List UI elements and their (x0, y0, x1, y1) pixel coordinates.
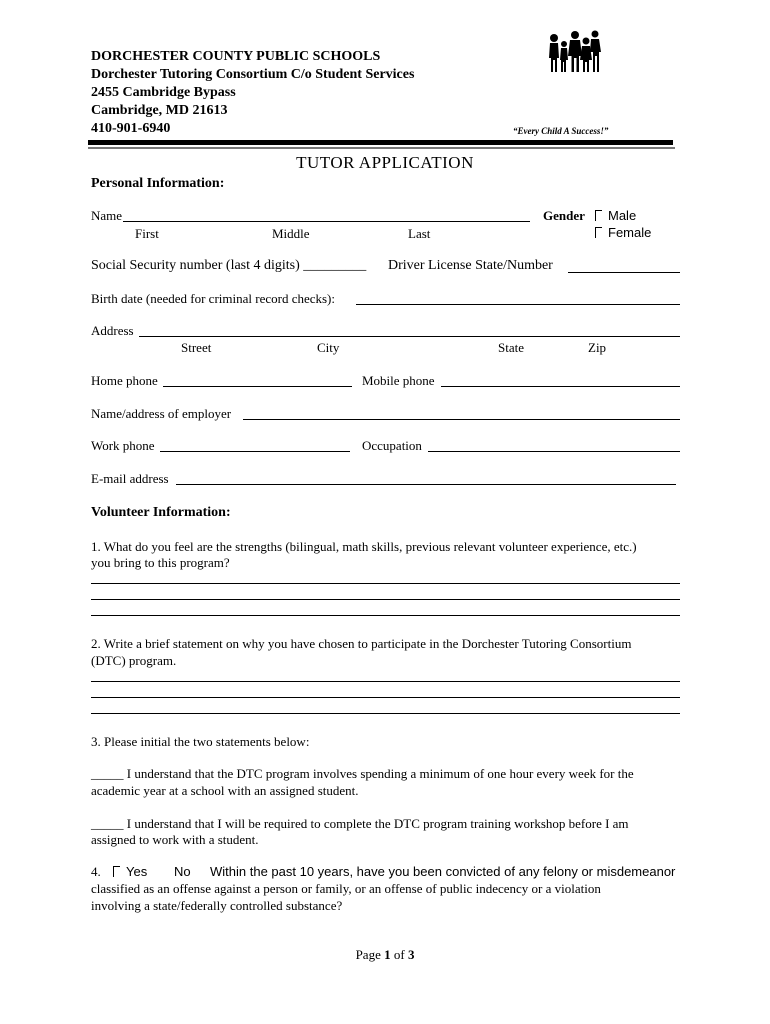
question-4-number: 4. (91, 864, 101, 879)
answer-1-line[interactable] (91, 615, 680, 616)
occupation-field[interactable] (428, 451, 680, 452)
question-3: 3. Please initial the two statements below: (91, 734, 310, 749)
birth-date-field[interactable] (356, 304, 680, 305)
answer-1-line[interactable] (91, 583, 680, 584)
q4-yes-option[interactable] (113, 864, 147, 879)
address-zip-caption: Zip (588, 340, 607, 355)
home-phone-field[interactable] (163, 386, 352, 387)
street-address: 2455 Cambridge Bypass (91, 85, 236, 100)
volunteer-heading: Volunteer Information: (91, 505, 231, 520)
employer-field[interactable] (243, 419, 680, 420)
statement-2[interactable]: _____ I understand that I will be required to complete the DTC program training workshop before I am (91, 816, 629, 831)
gender-male-label: Male (608, 208, 637, 223)
address-state-caption: State (498, 340, 524, 355)
answer-2-line[interactable] (91, 713, 680, 714)
phone-number: 410-901-6940 (91, 121, 171, 136)
office-name: Dorchester Tutoring Consortium C/o Student Services (91, 67, 415, 82)
of-word: of (393, 947, 405, 962)
q4-yes-label: Yes (126, 864, 148, 879)
question-1-cont: you bring to this program? (91, 555, 230, 570)
male-checkbox[interactable] (595, 210, 602, 221)
statement-2-cont: assigned to work with a student. (91, 832, 259, 847)
ssn-label: Social Security number (last 4 digits) _________ (91, 258, 367, 273)
page-number: 1 (384, 947, 391, 962)
employer-label: Name/address of employer (91, 406, 232, 421)
name-last-caption: Last (408, 226, 431, 241)
personal-heading: Personal Information: (91, 176, 225, 191)
name-first-caption: First (135, 226, 159, 241)
motto: “Every Child A Success!” (513, 126, 609, 136)
page-total: 3 (407, 947, 415, 962)
page-indicator (0, 947, 770, 963)
q4-no-label: No (174, 864, 191, 879)
question-4-cont-2: involving a state/federally controlled substance? (91, 898, 343, 913)
address-label: Address (91, 323, 134, 338)
address-street-caption: Street (181, 340, 212, 355)
email-field[interactable] (176, 484, 676, 485)
home-phone-label: Home phone (91, 373, 158, 388)
city-address: Cambridge, MD 21613 (91, 103, 228, 118)
gender-male-option[interactable] (595, 208, 636, 223)
answer-2-line[interactable] (91, 681, 680, 682)
mobile-phone-field[interactable] (441, 386, 680, 387)
family-logo (548, 30, 602, 74)
address-field[interactable] (139, 336, 680, 337)
name-field[interactable] (123, 221, 530, 222)
district-name: DORCHESTER COUNTY PUBLIC SCHOOLS (91, 49, 381, 64)
question-4: Within the past 10 years, have you been convicted of any felony or misdemeanor (210, 864, 676, 879)
yes-checkbox[interactable] (113, 866, 120, 877)
birth-date-label: Birth date (needed for criminal record checks): (91, 291, 335, 306)
name-label: Name (91, 208, 123, 223)
page-word: Page (355, 947, 381, 962)
mobile-phone-label: Mobile phone (362, 373, 435, 388)
header-rule-thin (88, 147, 675, 149)
question-1: 1. What do you feel are the strengths (bilingual, math skills, previous relevant volunteer experience, etc.) (91, 539, 637, 554)
answer-2-line[interactable] (91, 697, 680, 698)
answer-1-line[interactable] (91, 599, 680, 600)
email-label: E-mail address (91, 471, 169, 486)
female-checkbox[interactable] (595, 227, 602, 238)
page-title: TUTOR APPLICATION (296, 153, 474, 172)
question-2: 2. Write a brief statement on why you have chosen to participate in the Dorchester Tutoring Consortium (91, 636, 632, 651)
statement-1-cont: academic year at a school with an assigned student. (91, 783, 359, 798)
name-middle-caption: Middle (272, 226, 310, 241)
statement-1[interactable]: _____ I understand that the DTC program involves spending a minimum of one hour every week for the (91, 766, 634, 781)
header-rule (88, 140, 673, 145)
gender-female-label: Female (608, 225, 652, 240)
question-4-cont: classified as an offense against a person or family, or an offense of public indecency or a violation (91, 881, 601, 896)
gender-female-option[interactable] (595, 225, 651, 240)
occupation-label: Occupation (362, 438, 422, 453)
work-phone-field[interactable] (160, 451, 350, 452)
driver-license-label: Driver License State/Number (388, 258, 553, 273)
question-2-cont: (DTC) program. (91, 653, 177, 668)
work-phone-label: Work phone (91, 438, 155, 453)
driver-license-field[interactable] (568, 272, 680, 273)
address-city-caption: City (317, 340, 340, 355)
gender-label: Gender (543, 208, 585, 223)
q4-no-option[interactable] (174, 864, 191, 879)
